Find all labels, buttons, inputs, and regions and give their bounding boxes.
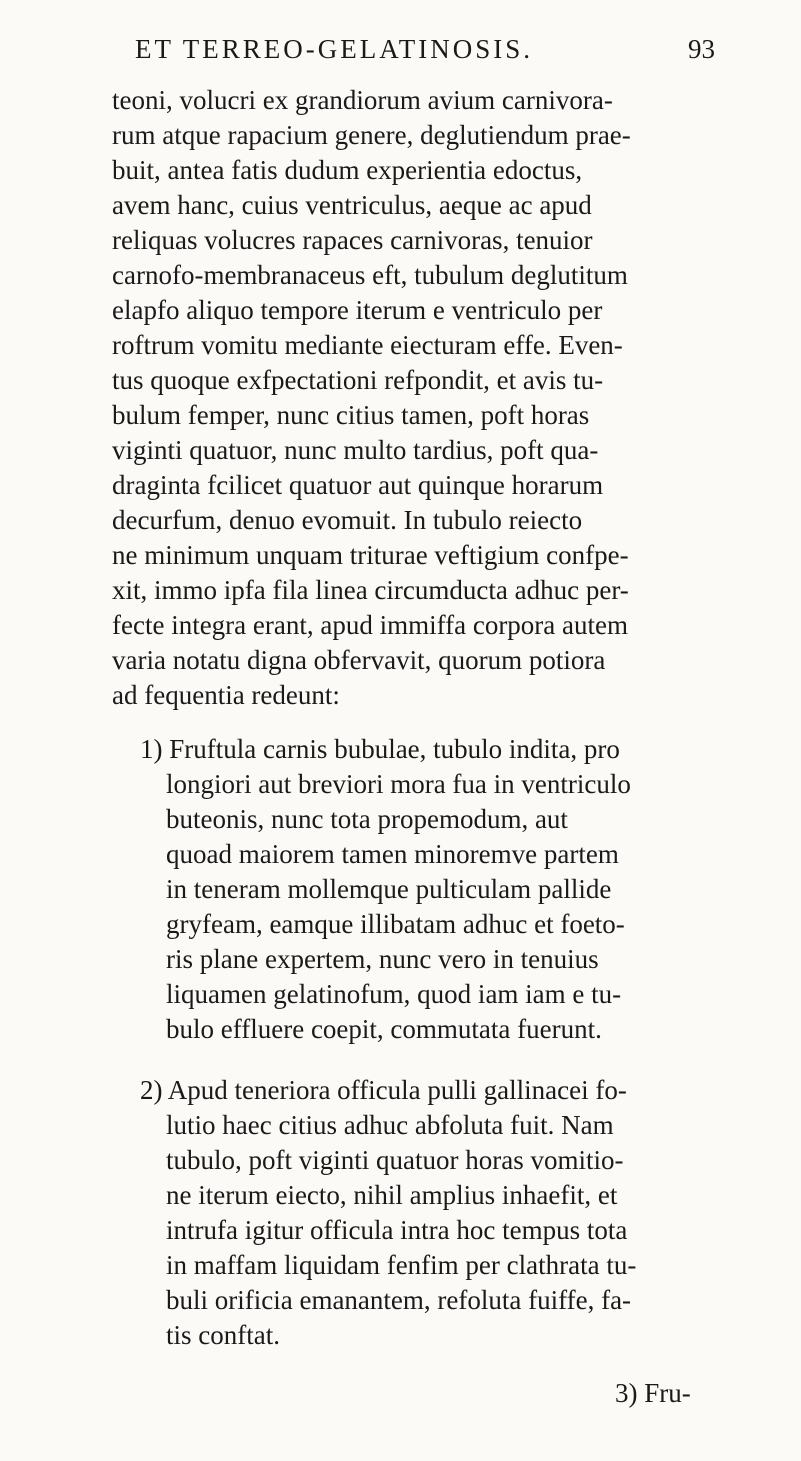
- text-line: draginta fcilicet quatuor aut quinque horarum: [112, 470, 604, 500]
- text-line: xit, immo ipfa fila linea circumducta adhuc per-: [112, 575, 629, 605]
- text-line: longiori aut breviori mora fua in ventriculo: [166, 769, 631, 799]
- text-line: ne minimum unquam triturae veftigium confpe-: [112, 540, 629, 570]
- catchword: 3) Fru-: [615, 1378, 691, 1408]
- text-line: avem hanc, cuius ventriculus, aeque ac apud: [112, 190, 592, 220]
- text-line: fecte integra erant, apud immiffa corpora autem: [112, 610, 629, 640]
- page-number: 93: [688, 34, 715, 64]
- text-line: buit, antea fatis dudum experientia edoctus,: [112, 155, 583, 185]
- page-header: [135, 34, 715, 74]
- text-line: tis conftat.: [166, 1320, 280, 1350]
- text-line: 2) Apud teneriora officula pulli gallinacei fo-: [140, 1075, 627, 1105]
- text-line: buteonis, nunc tota propemodum, aut: [166, 804, 568, 834]
- text-line: gryfeam, eamque illibatam adhuc et foeto-: [166, 909, 625, 939]
- text-line: roftrum vomitu mediante eiecturam effe. Even-: [112, 330, 623, 360]
- text-line: buli orificia emanantem, refoluta fuiffe, fa-: [166, 1285, 632, 1315]
- text-line: teoni, volucri ex grandiorum avium carnivora-: [112, 85, 613, 115]
- text-line: in maffam liquidam fenfim per clathrata tu-: [166, 1250, 637, 1280]
- text-line: decurfum, denuo evomuit. In tubulo reiecto: [112, 505, 583, 535]
- text-line: intrufa igitur officula intra hoc tempus tota: [166, 1215, 628, 1245]
- text-line: bulo effluere coepit, commutata fuerunt.: [166, 1014, 602, 1044]
- text-line: elapfo aliquo tempore iterum e ventriculo per: [112, 295, 603, 325]
- text-line: rum atque rapacium genere, deglutiendum prae-: [112, 120, 631, 150]
- text-line: bulum femper, nunc citius tamen, poft horas: [112, 400, 590, 430]
- text-line: lutio haec citius adhuc abfoluta fuit. Nam: [166, 1110, 614, 1140]
- text-line: tus quoque exfpectationi refpondit, et avis tu-: [112, 365, 604, 395]
- running-title: ET TERREO-GELATINOSIS.: [135, 34, 533, 64]
- text-line: varia notatu digna obfervavit, quorum potiora: [112, 645, 606, 675]
- text-line: 1) Fruftula carnis bubulae, tubulo indita, pro: [140, 734, 620, 764]
- text-line: in teneram mollemque pulticulam pallide: [166, 874, 612, 904]
- text-line: liquamen gelatinofum, quod iam iam e tu-: [166, 979, 622, 1009]
- text-line: reliquas volucres rapaces carnivoras, tenuior: [112, 225, 593, 255]
- text-line: carnofo-membranaceus eft, tubulum deglutitum: [112, 260, 628, 290]
- text-line: quoad maiorem tamen minoremve partem: [166, 839, 619, 869]
- text-line: ris plane expertem, nunc vero in tenuius: [166, 944, 599, 974]
- text-line: ne iterum eiecto, nihil amplius inhaefit, et: [166, 1180, 618, 1210]
- text-line: tubulo, poft viginti quatuor horas vomitio-: [166, 1145, 624, 1175]
- text-line: viginti quatuor, nunc multo tardius, poft qua-: [112, 435, 599, 465]
- text-line: ad fequentia redeunt:: [112, 680, 340, 710]
